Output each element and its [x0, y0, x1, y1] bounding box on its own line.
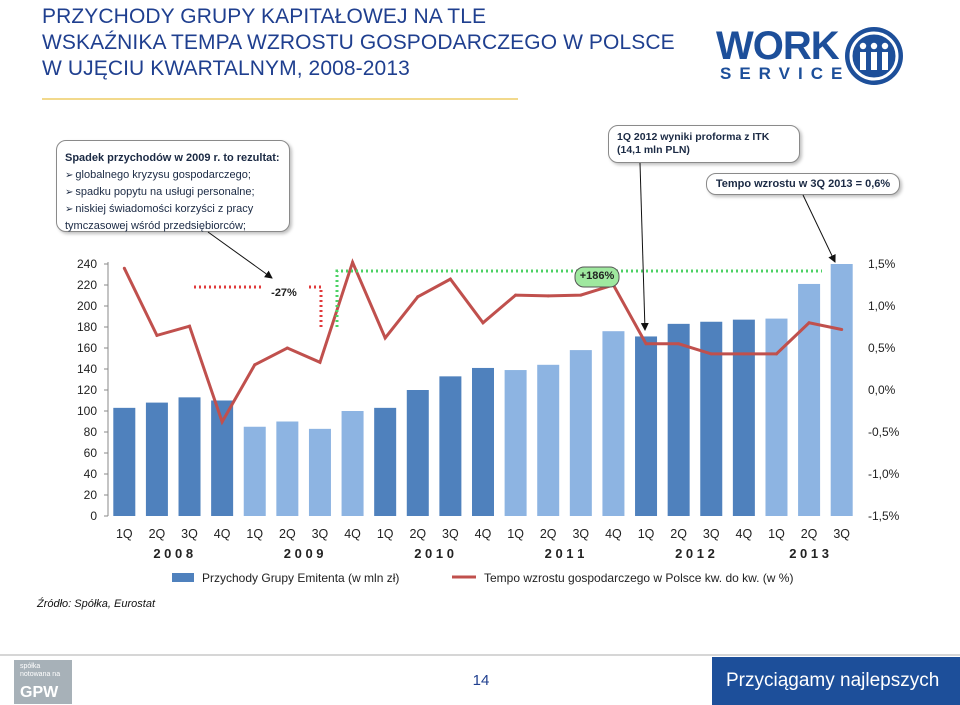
source-note: Źródło: Spółka, Eurostat	[37, 598, 156, 610]
y-left-tick-label: 240	[76, 257, 97, 271]
y-left-tick-label: 60	[83, 446, 97, 460]
x-tick-label: 3Q	[572, 527, 590, 541]
gdp-point	[253, 363, 256, 366]
gdp-point	[840, 328, 843, 331]
x-year-label: 2 0 0 8	[153, 546, 194, 561]
y-right-tick-label: 1,5%	[868, 257, 896, 271]
y-right-tick-label: -1,0%	[868, 467, 900, 481]
x-tick-label: 1Q	[115, 527, 133, 541]
title-line-2: WSKAŹNIKA TEMPA WZROSTU GOSPODARCZEGO W POLSCE	[42, 31, 675, 54]
y-left-tick-label: 0	[90, 509, 97, 523]
y-right-tick-label: 0,5%	[868, 341, 896, 355]
revenue-bar	[276, 422, 298, 517]
x-tick-label: 1Q	[246, 527, 264, 541]
y-left-tick-label: 20	[83, 488, 97, 502]
arrow-decline	[208, 232, 272, 278]
x-tick-label: 4Q	[735, 527, 753, 541]
x-tick-label: 4Q	[474, 527, 492, 541]
x-year-label: 2 0 1 3	[789, 546, 829, 561]
gdp-point	[742, 352, 745, 355]
callout-tempo: Tempo wzrostu w 3Q 2013 = 0,6%	[706, 173, 900, 195]
title-line-3: W UJĘCIU KWARTALNYM, 2008-2013	[42, 57, 410, 80]
gdp-point	[482, 321, 485, 324]
x-tick-label: 4Q	[605, 527, 622, 541]
callout-itk-line-1: 1Q 2012 wyniki proforma z ITK	[617, 131, 770, 143]
x-year-label: 2 0 1 0	[414, 546, 454, 561]
revenue-bar	[505, 370, 527, 516]
gdp-point	[155, 334, 158, 337]
y-left-tick-label: 180	[76, 320, 97, 334]
x-tick-label: 2Q	[148, 527, 166, 541]
x-tick-label: 3Q	[311, 527, 329, 541]
x-year-label: 2 0 1 1	[544, 546, 585, 561]
revenue-bar	[570, 350, 592, 516]
slogan-banner	[712, 657, 960, 705]
gdp-point	[579, 294, 582, 297]
gdp-point	[547, 294, 550, 297]
gdp-point	[221, 420, 224, 423]
x-tick-label: 2Q	[409, 527, 427, 541]
y-left-tick-label: 40	[83, 467, 97, 481]
x-tick-label: 2Q	[670, 527, 687, 541]
legend-line-label: Tempo wzrostu gospodarczego w Polsce kw. do kw. (w %)	[484, 571, 794, 585]
gdp-point	[645, 342, 648, 345]
x-tick-label: 1Q	[376, 527, 394, 541]
gdp-point	[416, 295, 419, 298]
gdp-point	[677, 342, 680, 345]
revenue-bar	[244, 427, 266, 516]
gdp-point	[775, 352, 778, 355]
x-year-label: 2 0 1 2	[675, 546, 715, 561]
revenue-bar	[309, 429, 331, 516]
y-left-tick-label: 140	[76, 362, 97, 376]
legend-bar-label: Przychody Grupy Emitenta (w mln zł)	[202, 571, 400, 585]
y-left-tick-label: 160	[76, 341, 97, 355]
revenue-bar	[537, 365, 559, 516]
gdp-point	[351, 261, 354, 264]
gdp-point	[318, 361, 321, 364]
chart-annotations	[194, 267, 822, 330]
drop-annotation: -27%	[271, 287, 297, 299]
logo-sub: SERVICE	[720, 64, 851, 83]
revenue-bar	[179, 397, 201, 516]
x-tick-label: 2Q	[800, 527, 818, 541]
revenue-bar	[374, 408, 396, 516]
revenue-bar	[472, 368, 494, 516]
callout-itk-line-2: (14,1 mln PLN)	[617, 144, 690, 156]
y-right-tick-label: 0,0%	[868, 383, 896, 397]
footer-divider	[0, 654, 960, 656]
x-tick-label: 3Q	[702, 527, 720, 541]
y-right-tick-label: -0,5%	[868, 425, 900, 439]
y-right-tick-label: -1,5%	[868, 509, 900, 523]
x-tick-label: 1Q	[507, 527, 524, 541]
slogan-text: Przyciągamy najlepszych	[726, 670, 940, 691]
revenue-bars	[113, 264, 852, 516]
title-line-1: PRZYCHODY GRUPY KAPITAŁOWEJ NA TLE	[42, 5, 487, 28]
x-tick-label: 3Q	[181, 527, 198, 541]
y-left-tick-label: 100	[76, 404, 97, 418]
x-tick-label: 1Q	[637, 527, 655, 541]
x-tick-label: 2Q	[279, 527, 296, 541]
gpw-badge	[14, 660, 72, 704]
gpw-small-text: spółka notowana na	[20, 663, 61, 678]
page-number: 14	[472, 672, 490, 689]
revenue-bar	[668, 324, 690, 516]
gdp-point	[710, 352, 713, 355]
y-left-tick-label: 80	[83, 425, 97, 439]
x-tick-label: 2Q	[539, 527, 557, 541]
arrow-tempo	[803, 195, 835, 262]
gpw-big-text: GPW	[20, 684, 59, 701]
revenue-bar	[635, 336, 657, 516]
revenue-bar	[831, 264, 853, 516]
x-tick-label: 4Q	[344, 527, 361, 541]
y-right-tick-label: 1,0%	[868, 299, 896, 313]
gdp-point	[123, 267, 126, 270]
gdp-point	[514, 294, 517, 297]
legend-bar-swatch	[172, 573, 194, 582]
x-tick-label: 3Q	[833, 527, 851, 541]
revenue-bar	[146, 403, 168, 516]
revenue-bar	[113, 408, 135, 516]
revenue-bar	[342, 411, 364, 516]
x-tick-label: 4Q	[213, 527, 231, 541]
gdp-point	[384, 336, 387, 339]
arrow-itk	[640, 163, 645, 330]
revenue-bar	[407, 390, 429, 516]
callout-reason-2: ➢ spadku popytu na usługi personalne;	[65, 184, 283, 201]
gdp-point	[286, 347, 289, 350]
x-year-label: 2 0 0 9	[283, 546, 324, 561]
rise-annotation: +186%	[579, 270, 615, 282]
chart-legend	[172, 571, 793, 585]
gdp-point	[188, 325, 191, 328]
gdp-point	[449, 278, 452, 281]
revenue-bar	[798, 284, 820, 516]
revenue-bar	[439, 376, 461, 516]
y-left-tick-label: 120	[76, 383, 97, 397]
callout-reason-1: ➢ globalnego kryzysu gospodarczego;	[65, 167, 283, 184]
logo-word: WORK	[716, 24, 839, 68]
revenue-bar	[733, 320, 755, 516]
x-tick-label: 1Q	[768, 527, 785, 541]
callout-reason-3: ➢ niskiej świadomości korzyści z pracy tymczasowej wśród przedsiębiorców;	[65, 201, 283, 235]
callout-decline-head: Spadek przychodów w 2009 r. to rezultat:	[65, 152, 280, 164]
gdp-point	[808, 321, 811, 324]
revenue-bar	[602, 331, 624, 516]
x-tick-label: 3Q	[442, 527, 459, 541]
y-left-tick-label: 200	[76, 299, 97, 313]
y-left-tick-label: 220	[76, 278, 97, 292]
